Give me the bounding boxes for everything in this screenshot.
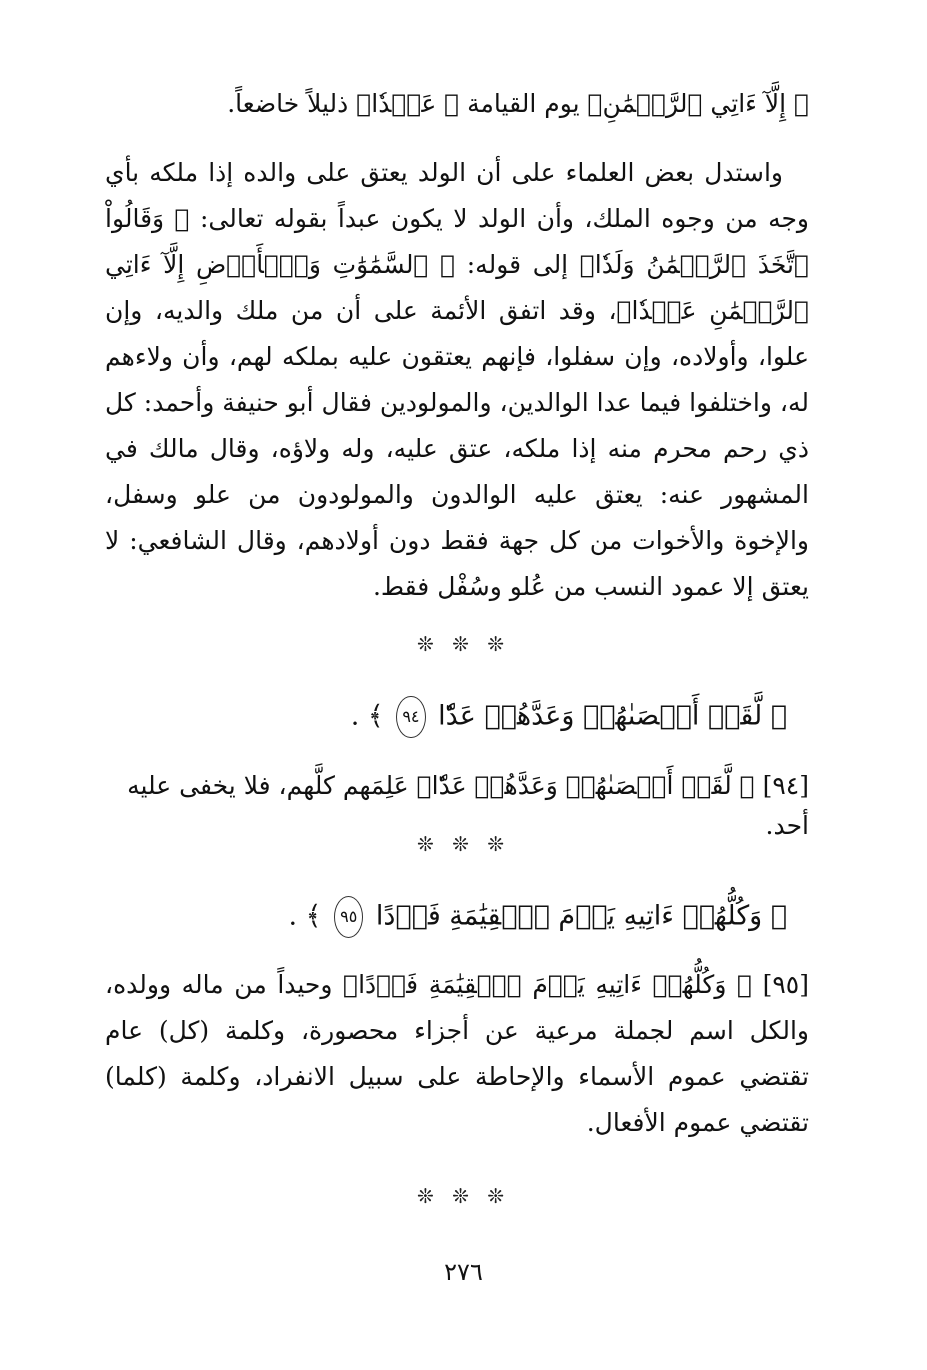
verse-number-94-ornament: ٩٤ xyxy=(396,696,425,738)
commentary-95-text: [٩٥] ﴿ وَكُلُّهُمۡ ءَاتِيهِ يَوۡمَ ٱلۡقِيَٰمَةِ فَرۡدًا﴾ وحيداً من ماله وولده، والكل اسم لجملة مرعية عن أجزاء محصورة، وكلمة (كل) عام تقتضي عموم الأسماء والإحاطة على سبيل الانفراد، وكلمة (كلما) تقتضي عموم الأفعال. xyxy=(105,970,809,1137)
verse-94-line xyxy=(107,696,787,738)
opening-line xyxy=(105,84,809,124)
section-separator-2: ❊ ❊ ❊ xyxy=(417,832,510,856)
verse-95-line xyxy=(107,896,787,938)
paragraph-text: واستدل بعض العلماء على أن الولد يعتق على والده إذا ملكه بأي وجه من وجوه الملك، وأن الولد لا يكون عبداً بقوله تعالى: ﴿ وَقَالُواْ ٱتَّخَذَ ٱلرَّحۡمَٰنُ وَلَدٗا﴾ إلى قوله: ﴿ ٱلسَّمَٰوَٰتِ وَٱلۡأَرۡضِ إِلَّآ ءَاتِي ٱلرَّحۡمَٰنِ عَبۡدٗا﴾، وقد اتفق الأئمة على أن من ملك والديه، وإن علوا، وأولاده، وإن سفلوا، فإنهم يعتقون عليه بملكه لهم، وأن ولاءهم له، واختلفوا فيما عدا الوالدين، والمولودين فقال أبو حنيفة وأحمد: كل ذي رحم محرم منه إذا ملكه، عتق عليه، وله ولاؤه، وقال مالك في المشهور عنه: يعتق عليه الوالدون والمولودون من علو وسفل، والإخوة والأخوات من كل جهة فقط دون أولادهم، وقال الشافعي: لا يعتق إلا عمود النسب من عُلو وسُفْل فقط. xyxy=(105,158,809,601)
section-separator-3: ❊ ❊ ❊ xyxy=(417,1184,510,1208)
main-paragraph xyxy=(105,150,809,610)
verse-95-close: ﴾ . xyxy=(288,900,322,932)
opening-text: ﴿ إِلَّآ ءَاتِي ٱلرَّحۡمَٰنِ﴾ يوم القيامة ﴿ عَبۡدٗا﴾ ذليلاً خاضعاً. xyxy=(227,89,809,118)
commentary-95 xyxy=(105,962,809,1146)
verse-number-95-ornament: ٩٥ xyxy=(334,896,363,938)
verse-94-text: ﴿ لَّقَدۡ أَحۡصَىٰهُمۡ وَعَدَّهُمۡ عَدّٗا xyxy=(438,700,787,732)
verse-94-close: ﴾ . xyxy=(350,700,384,732)
section-separator-1: ❊ ❊ ❊ xyxy=(417,632,510,656)
commentary-94-text: [٩٤] ﴿ لَّقَدۡ أَحۡصَىٰهُمۡ وَعَدَّهُمۡ عَدّٗا﴾ عَلِمَهم كلَّهم، فلا يخفى عليه أحد. xyxy=(127,771,809,840)
page-number: ٢٧٦ xyxy=(444,1258,483,1286)
verse-95-text: ﴿ وَكُلُّهُمۡ ءَاتِيهِ يَوۡمَ ٱلۡقِيَٰمَةِ فَرۡدًا xyxy=(375,900,787,932)
